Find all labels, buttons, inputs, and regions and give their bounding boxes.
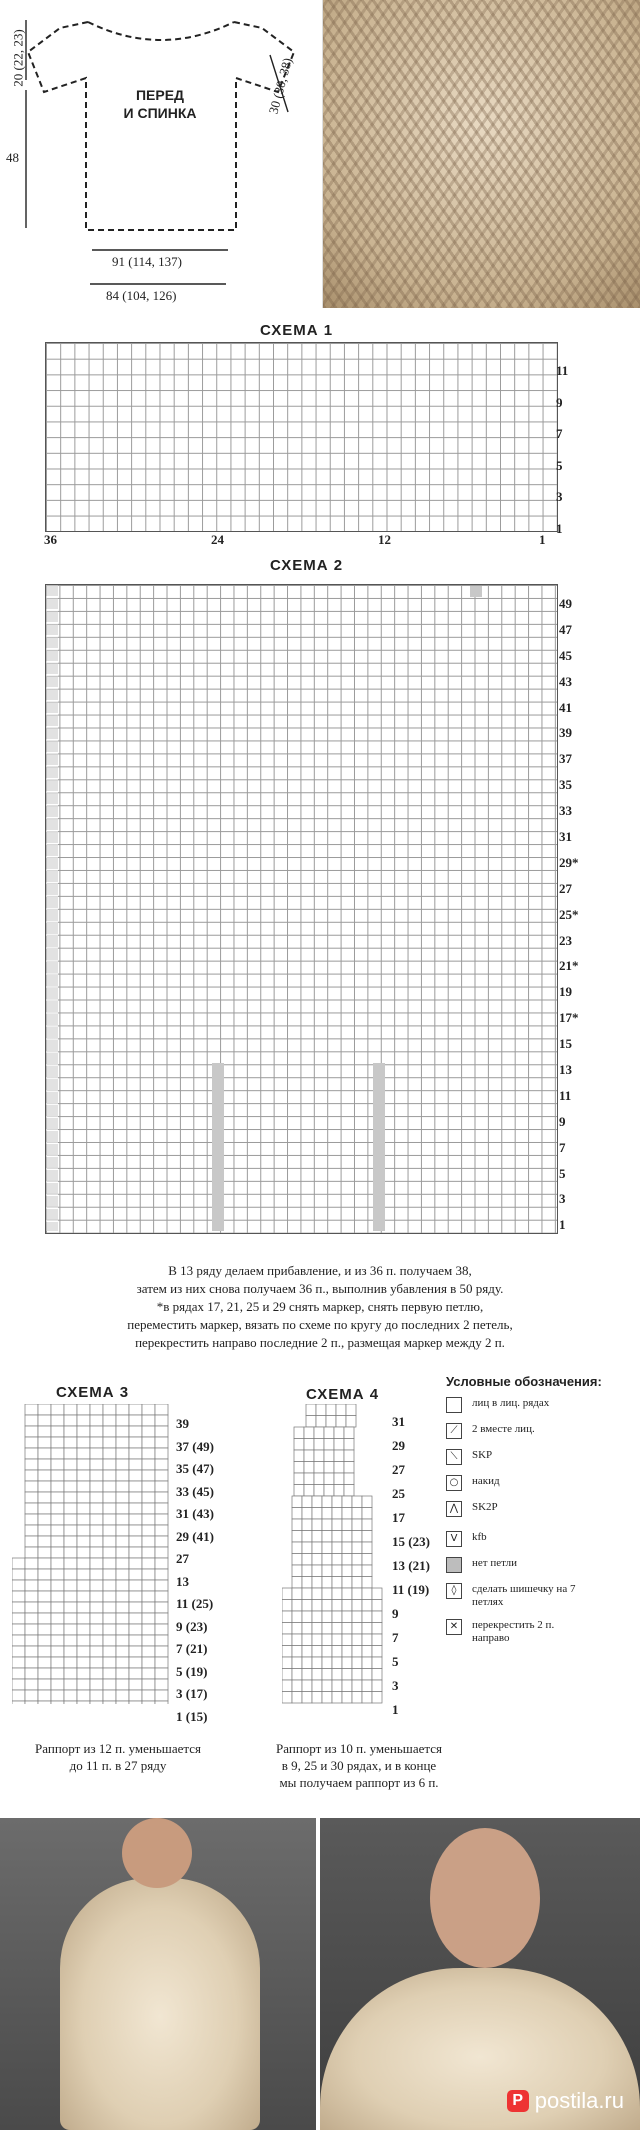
chart2-row: 41 [559,699,572,715]
chart4-row: 17 [392,1510,405,1525]
model-photo-front [0,1818,316,2130]
chart3-caption-line: Раппорт из 12 п. уменьшается [35,1741,201,1756]
sk2p-symbol-icon: ⋀ [446,1501,462,1517]
chart2-title: СХЕМА 2 [270,557,344,574]
chart2-row: 11 [559,1087,572,1103]
watermark-text: postila.ru [534,2088,624,2113]
legend-item-text: нет петли [472,1557,518,1569]
chart2-row: 47 [559,621,572,637]
dim-sleeve: 30 (30, 38) [265,56,295,116]
legend-item [446,1583,636,1609]
legend-item-text: SKP [472,1449,493,1461]
chart2-row: 3 [559,1191,566,1207]
legend-item-text: 2 вместе лиц. [472,1423,535,1435]
chart1-row: 11 [556,363,569,378]
legend [446,1374,636,1645]
legend-item-text: SK2P [472,1501,498,1513]
legend-item [446,1501,636,1517]
yarn-over-symbol-icon: ○ [446,1475,462,1491]
chart4-row: 3 [392,1678,399,1693]
chart4-row: 11 (19) [392,1582,430,1597]
chart2-row: 7 [559,1139,566,1155]
model-head-closeup [430,1828,540,1968]
chart4-row: 25 [392,1486,405,1501]
chart1-col-1: 1 [539,532,546,547]
chart1-row: 1 [556,520,563,536]
legend-item [446,1557,636,1573]
chart3-row: 7 (21) [176,1641,208,1656]
chart3-row: 33 (45) [176,1483,214,1499]
chart2-row: 49 [559,596,572,611]
chart3-row: 5 (19) [176,1663,208,1679]
chart2-row: 33 [559,803,572,819]
chart2-notes [40,1262,600,1352]
watermark [507,2088,624,2114]
chart2-row: 31 [559,829,572,845]
watermark-logo-icon: P [507,2090,529,2112]
chart4-row: 27 [392,1462,405,1477]
bobble-symbol-icon: ◊ [446,1583,462,1599]
no-stitch-column [46,585,58,1231]
chart1-row: 5 [556,457,563,473]
no-stitch-column [373,1063,385,1231]
no-stitch-column [212,1063,224,1231]
chart2-row: 1 [559,1217,566,1233]
legend-item [446,1619,636,1645]
chart1-row: 7 [556,426,563,441]
chart3-row: 29 (41) [176,1528,214,1544]
note-line: В 13 ряду делаем прибавление, и из 36 п. получаем 38, [168,1263,472,1278]
chart2-row: 21* [559,958,579,974]
chart1-col-24: 24 [211,532,224,547]
skp-symbol-icon: ⟍ [446,1449,462,1465]
chart2-row: 43 [559,673,572,689]
chart2-row: 39 [559,725,572,741]
chart4-row: 5 [392,1654,399,1669]
no-stitch-symbol-icon [446,1557,462,1573]
chart1-row: 3 [556,489,563,504]
chart4-row: 9 [392,1606,399,1621]
model-figure [60,1878,260,2130]
dim-shoulder: 20 (22, 23) [10,29,26,87]
chart1-row: 9 [556,394,563,410]
note-line: затем из них снова получаем 36 п., выполнив убавления в 50 ряду. [136,1281,504,1296]
legend-item [446,1449,636,1465]
chart1-col-36: 36 [44,532,57,547]
chart2-row: 9 [559,1113,566,1129]
chart4-caption-line: Раппорт из 10 п. уменьшается [276,1741,442,1756]
dim-hip: 84 (104, 126) [106,288,177,303]
chart2-row: 25* [559,906,579,922]
chart3-row: 37 (49) [176,1438,214,1454]
chart4-row: 29 [392,1438,405,1453]
chart3-row: 11 (25) [176,1596,214,1611]
chart2-row: 35 [559,777,572,793]
chart4-caption-line: мы получаем раппорт из 6 п. [279,1775,439,1790]
no-stitch-cell [470,586,482,597]
schematic-label-line2: И СПИНКА [123,105,197,121]
legend-item [446,1475,636,1491]
chart3-caption-line: до 11 п. в 27 ряду [69,1758,167,1773]
chart4-row: 1 [392,1702,399,1717]
chart1-grid [45,342,558,532]
chart2-row: 13 [559,1062,572,1078]
chart4-row: 15 (23) [392,1534,430,1549]
chart3-title: СХЕМА 3 [56,1384,130,1401]
legend-item [446,1531,636,1547]
cross-right-symbol-icon: ✕ [446,1619,462,1635]
chart3-row: 1 (15) [176,1708,208,1724]
note-line: переместить маркер, вязать по схеме по кругу до последних 2 петель, [127,1317,513,1332]
chart3-grid [12,1404,172,1704]
chart2-row: 29* [559,854,579,870]
model-head [122,1818,192,1888]
chart4-row: 7 [392,1630,399,1645]
chart4-caption [244,1740,474,1791]
chart2-row-numbers [559,596,599,1243]
schematic-label [100,86,220,122]
knit-closeup-photo [322,0,640,308]
legend-item-text: накид [472,1475,500,1487]
chart1-col-12: 12 [378,532,391,547]
chart2-row: 23 [559,932,572,948]
legend-item-text: kfb [472,1531,487,1543]
chart3-row: 27 [176,1551,189,1566]
legend-item-text: перекрестить 2 п. направо [472,1619,555,1644]
chart2-row: 5 [559,1165,566,1181]
chart2-grid [45,584,558,1234]
dim-height: 48 [6,150,19,165]
chart4-row: 31 [392,1414,405,1429]
legend-item [446,1397,636,1413]
legend-item-text: сделать шишечку на 7 петлях [472,1583,576,1608]
schematic-label-line1: ПЕРЕД [135,87,185,103]
legend-item-text: лиц в лиц. рядах [472,1397,550,1409]
chart4-title: СХЕМА 4 [306,1386,380,1403]
kfb-symbol-icon: V [446,1531,462,1547]
note-line: перекрестить направо последние 2 п., размещая маркер между 2 п. [135,1335,505,1350]
chart3-caption [8,1740,228,1774]
note-line: *в рядах 17, 21, 25 и 29 снять маркер, снять первую петлю, [156,1299,484,1314]
chart3-row-numbers [176,1416,246,1731]
chart1-title: СХЕМА 1 [260,322,334,339]
chart2-row: 27 [559,880,572,896]
knit-symbol-icon [446,1397,462,1413]
chart1-row-numbers [556,363,586,552]
chart3-row: 39 [176,1416,189,1431]
legend-title: Условные обозначения: [446,1374,602,1389]
chart4-row: 13 (21) [392,1558,430,1573]
chart3-row: 31 (43) [176,1506,214,1521]
chart2-row: 15 [559,1036,572,1052]
dim-chest: 91 (114, 137) [112,254,182,269]
chart2-row: 37 [559,751,572,767]
chart2-row: 19 [559,984,572,1000]
chart3-row: 3 (17) [176,1686,208,1701]
model-photo-closeup [320,1818,640,2130]
chart3-row: 13 [176,1573,189,1589]
chart4-grid [282,1404,392,1704]
chart2-row: 17* [559,1010,579,1026]
chart3-row: 9 (23) [176,1618,208,1634]
legend-item [446,1423,636,1439]
chart4-caption-line: в 9, 25 и 30 рядах, и в конце [281,1758,437,1773]
k2tog-symbol-icon: ⟋ [446,1423,462,1439]
chart2-row: 45 [559,647,572,663]
chart3-row: 35 (47) [176,1461,214,1476]
